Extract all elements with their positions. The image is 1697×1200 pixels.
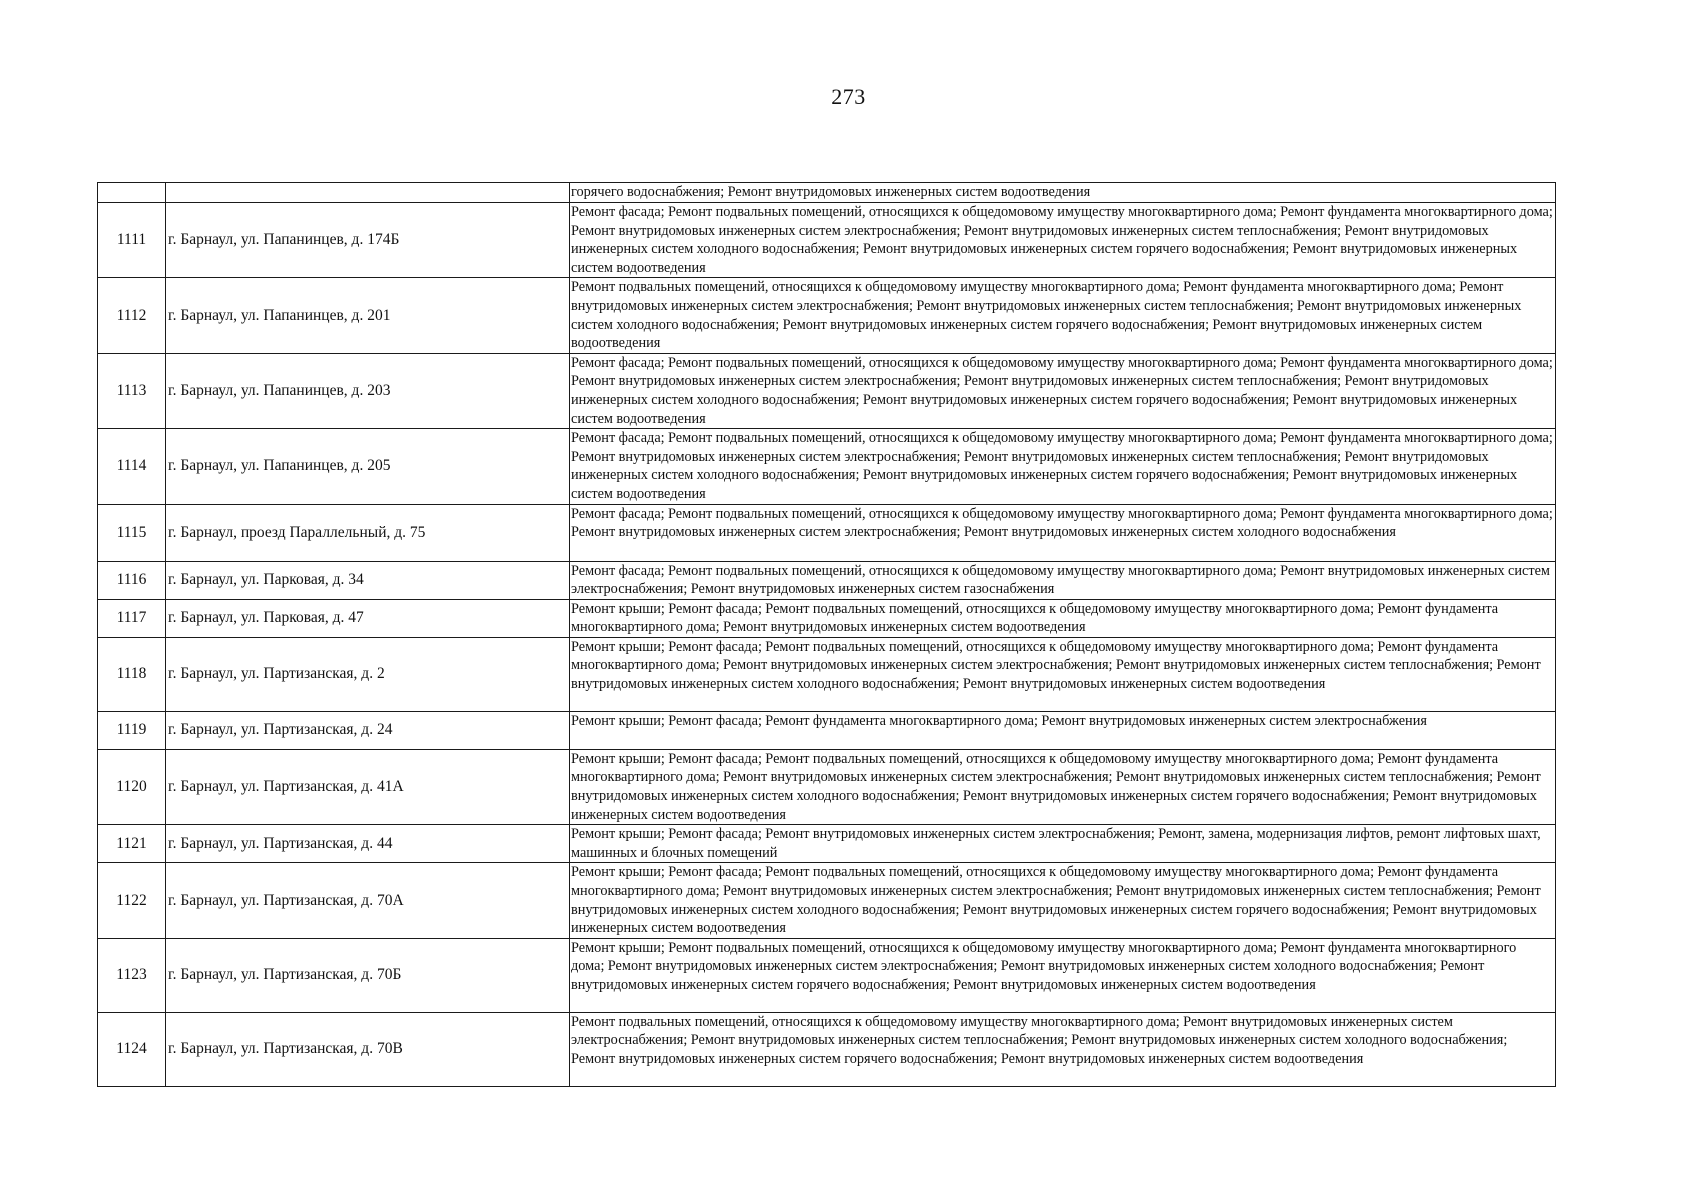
row-number-cell: 1116 <box>98 561 166 599</box>
address-cell: г. Барнаул, ул. Партизанская, д. 44 <box>166 825 570 863</box>
works-cell: Ремонт крыши; Ремонт фасада; Ремонт подвальных помещений, относящихся к общедомовому имуществу многоквартирного дома; Ремонт фундамента многоквартирного дома; Ремонт внутридомовых инженерных систем электроснабжения; Ремонт внутридомовых инженерных систем теплоснабжения; Ремонт внутридомовых инженерных систем холодного водоснабжения; Ремонт внутридомовых инженерных систем горячего водоснабжения; Ремонт внутридомовых инженерных систем водоотведения <box>570 863 1556 938</box>
table-row <box>98 183 1556 203</box>
row-number-cell: 1123 <box>98 938 166 1012</box>
row-number-cell: 1111 <box>98 203 166 278</box>
works-cell: Ремонт крыши; Ремонт фасада; Ремонт подвальных помещений, относящихся к общедомовому имуществу многоквартирного дома; Ремонт фундамента многоквартирного дома; Ремонт внутридомовых инженерных систем электроснабжения; Ремонт внутридомовых инженерных систем теплоснабжения; Ремонт внутридомовых инженерных систем холодного водоснабжения; Ремонт внутридомовых инженерных систем водоотведения <box>570 637 1556 711</box>
works-cell: Ремонт крыши; Ремонт фасада; Ремонт внутридомовых инженерных систем электроснабжения; Ремонт, замена, модернизация лифтов, ремонт лифтовых шахт, машинных и блочных помещений <box>570 825 1556 863</box>
works-cell: горячего водоснабжения; Ремонт внутридомовых инженерных систем водоотведения <box>570 183 1556 203</box>
table-row <box>98 429 1556 504</box>
works-cell: Ремонт фасада; Ремонт подвальных помещений, относящихся к общедомовому имуществу многоквартирного дома; Ремонт фундамента многоквартирного дома; Ремонт внутридомовых инженерных систем электроснабжения; Ремонт внутридомовых инженерных систем теплоснабжения; Ремонт внутридомовых инженерных систем холодного водоснабжения; Ремонт внутридомовых инженерных систем горячего водоснабжения; Ремонт внутридомовых инженерных систем водоотведения <box>570 353 1556 428</box>
row-number-cell: 1114 <box>98 429 166 504</box>
address-cell: г. Барнаул, ул. Партизанская, д. 70В <box>166 1012 570 1086</box>
table-body <box>98 183 1556 1087</box>
address-cell: г. Барнаул, ул. Партизанская, д. 24 <box>166 711 570 749</box>
table-row <box>98 711 1556 749</box>
table-row <box>98 504 1556 561</box>
row-number-cell <box>98 183 166 203</box>
works-cell: Ремонт крыши; Ремонт подвальных помещений, относящихся к общедомовому имуществу многоквартирного дома; Ремонт фундамента многоквартирного дома; Ремонт внутридомовых инженерных систем электроснабжения; Ремонт внутридомовых инженерных систем холодного водоснабжения; Ремонт внутридомовых инженерных систем горячего водоснабжения; Ремонт внутридомовых инженерных систем водоотведения <box>570 938 1556 1012</box>
table-row <box>98 637 1556 711</box>
row-number-cell: 1112 <box>98 278 166 353</box>
address-cell <box>166 183 570 203</box>
row-number-cell: 1124 <box>98 1012 166 1086</box>
works-cell: Ремонт фасада; Ремонт подвальных помещений, относящихся к общедомовому имуществу многоквартирного дома; Ремонт фундамента многоквартирного дома; Ремонт внутридомовых инженерных систем электроснабжения; Ремонт внутридомовых инженерных систем теплоснабжения; Ремонт внутридомовых инженерных систем холодного водоснабжения; Ремонт внутридомовых инженерных систем горячего водоснабжения; Ремонт внутридомовых инженерных систем водоотведения <box>570 203 1556 278</box>
table-row <box>98 749 1556 824</box>
page-number: 273 <box>831 84 866 109</box>
table-row <box>98 599 1556 637</box>
works-cell: Ремонт фасада; Ремонт подвальных помещений, относящихся к общедомовому имуществу многоквартирного дома; Ремонт фундамента многоквартирного дома; Ремонт внутридомовых инженерных систем электроснабжения; Ремонт внутридомовых инженерных систем холодного водоснабжения <box>570 504 1556 561</box>
row-number-cell: 1119 <box>98 711 166 749</box>
row-number-cell: 1113 <box>98 353 166 428</box>
repair-registry-table-wrapper <box>97 182 1555 1087</box>
address-cell: г. Барнаул, проезд Параллельный, д. 75 <box>166 504 570 561</box>
table-row <box>98 353 1556 428</box>
table-row <box>98 825 1556 863</box>
table-row <box>98 938 1556 1012</box>
table-row <box>98 278 1556 353</box>
address-cell: г. Барнаул, ул. Папанинцев, д. 201 <box>166 278 570 353</box>
row-number-cell: 1118 <box>98 637 166 711</box>
address-cell: г. Барнаул, ул. Парковая, д. 34 <box>166 561 570 599</box>
repair-registry-table <box>97 182 1556 1087</box>
address-cell: г. Барнаул, ул. Партизанская, д. 70А <box>166 863 570 938</box>
table-row <box>98 1012 1556 1086</box>
table-row <box>98 203 1556 278</box>
works-cell: Ремонт фасада; Ремонт подвальных помещений, относящихся к общедомовому имуществу многоквартирного дома; Ремонт внутридомовых инженерных систем электроснабжения; Ремонт внутридомовых инженерных систем газоснабжения <box>570 561 1556 599</box>
table-row <box>98 561 1556 599</box>
address-cell: г. Барнаул, ул. Папанинцев, д. 205 <box>166 429 570 504</box>
works-cell: Ремонт крыши; Ремонт фасада; Ремонт подвальных помещений, относящихся к общедомовому имуществу многоквартирного дома; Ремонт фундамента многоквартирного дома; Ремонт внутридомовых инженерных систем электроснабжения; Ремонт внутридомовых инженерных систем теплоснабжения; Ремонт внутридомовых инженерных систем холодного водоснабжения; Ремонт внутридомовых инженерных систем горячего водоснабжения; Ремонт внутридомовых инженерных систем водоотведения <box>570 749 1556 824</box>
works-cell: Ремонт подвальных помещений, относящихся к общедомовому имуществу многоквартирного дома; Ремонт внутридомовых инженерных систем электроснабжения; Ремонт внутридомовых инженерных систем теплоснабжения; Ремонт внутридомовых инженерных систем холодного водоснабжения; Ремонт внутридомовых инженерных систем горячего водоснабжения; Ремонт внутридомовых инженерных систем водоотведения <box>570 1012 1556 1086</box>
works-cell: Ремонт крыши; Ремонт фасада; Ремонт подвальных помещений, относящихся к общедомовому имуществу многоквартирного дома; Ремонт фундамента многоквартирного дома; Ремонт внутридомовых инженерных систем водоотведения <box>570 599 1556 637</box>
address-cell: г. Барнаул, ул. Партизанская, д. 70Б <box>166 938 570 1012</box>
works-cell: Ремонт подвальных помещений, относящихся к общедомовому имуществу многоквартирного дома; Ремонт фундамента многоквартирного дома; Ремонт внутридомовых инженерных систем электроснабжения; Ремонт внутридомовых инженерных систем теплоснабжения; Ремонт внутридомовых инженерных систем холодного водоснабжения; Ремонт внутридомовых инженерных систем горячего водоснабжения; Ремонт внутридомовых инженерных систем водоотведения <box>570 278 1556 353</box>
row-number-cell: 1121 <box>98 825 166 863</box>
row-number-cell: 1120 <box>98 749 166 824</box>
works-cell: Ремонт фасада; Ремонт подвальных помещений, относящихся к общедомовому имуществу многоквартирного дома; Ремонт фундамента многоквартирного дома; Ремонт внутридомовых инженерных систем электроснабжения; Ремонт внутридомовых инженерных систем теплоснабжения; Ремонт внутридомовых инженерных систем холодного водоснабжения; Ремонт внутридомовых инженерных систем горячего водоснабжения; Ремонт внутридомовых инженерных систем водоотведения <box>570 429 1556 504</box>
row-number-cell: 1117 <box>98 599 166 637</box>
row-number-cell: 1115 <box>98 504 166 561</box>
address-cell: г. Барнаул, ул. Парковая, д. 47 <box>166 599 570 637</box>
address-cell: г. Барнаул, ул. Партизанская, д. 2 <box>166 637 570 711</box>
row-number-cell: 1122 <box>98 863 166 938</box>
address-cell: г. Барнаул, ул. Папанинцев, д. 174Б <box>166 203 570 278</box>
works-cell: Ремонт крыши; Ремонт фасада; Ремонт фундамента многоквартирного дома; Ремонт внутридомовых инженерных систем электроснабжения <box>570 711 1556 749</box>
address-cell: г. Барнаул, ул. Папанинцев, д. 203 <box>166 353 570 428</box>
address-cell: г. Барнаул, ул. Партизанская, д. 41А <box>166 749 570 824</box>
table-row <box>98 863 1556 938</box>
